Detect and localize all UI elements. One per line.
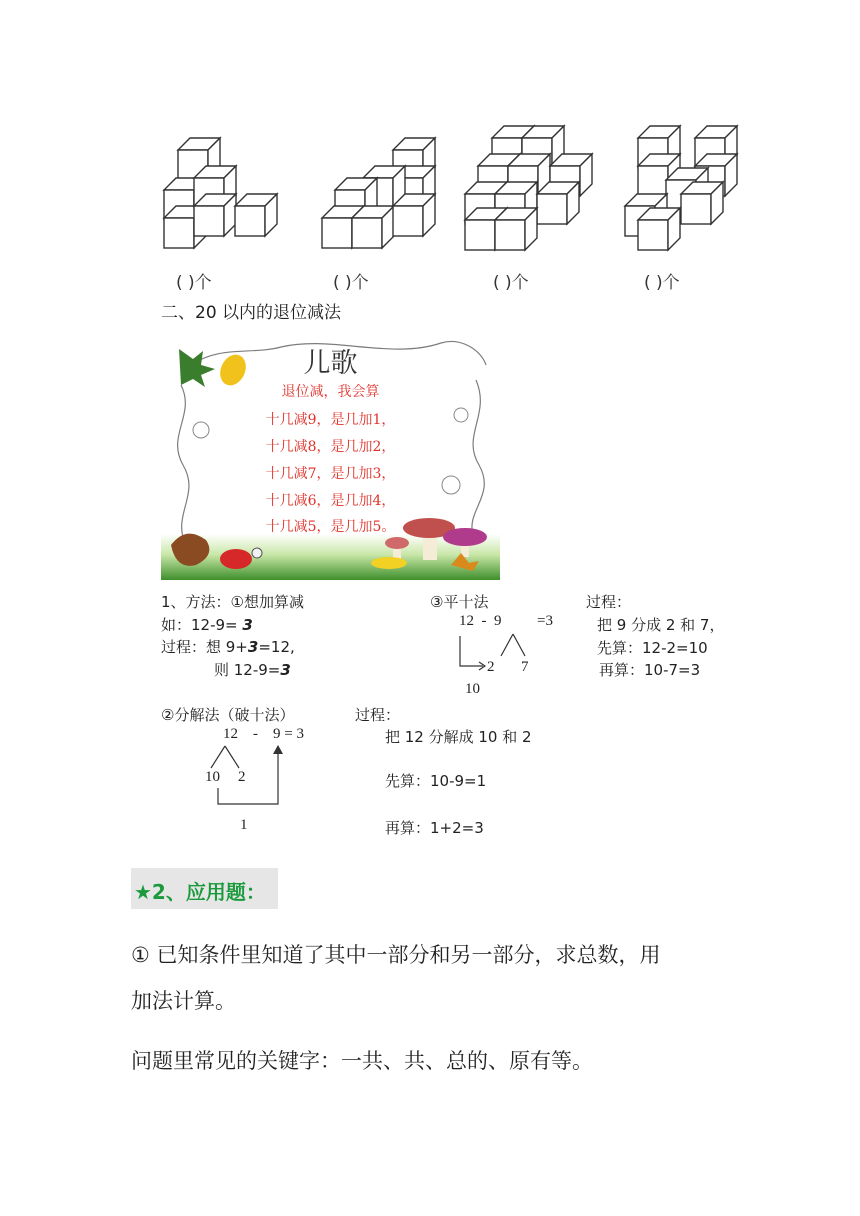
method3-heading: ③平十法 [430, 593, 489, 611]
rhyme-line: 退位减，我会算 [281, 384, 380, 400]
cube-figure-3 [465, 126, 592, 250]
method3-result: =3 [537, 613, 553, 629]
method1-conclusion: 则 12-9=3 [214, 661, 291, 679]
nursery-rhyme-image [161, 325, 500, 580]
method2-step: 再算：1+2=3 [385, 819, 484, 837]
method3-split-left: 2 [487, 659, 495, 675]
method3-ten: 10 [465, 681, 480, 697]
method3-step: 再算：10-7=3 [599, 661, 701, 679]
method1-example: 如：12-9= 3 [161, 616, 253, 634]
method3-step: 把 9 分成 2 和 7， [597, 616, 725, 634]
method1-process: 过程：想 9+3=12, [161, 638, 295, 656]
method3-split-lines [455, 630, 545, 680]
applied-paragraph-1-line-2: 加法计算。 [131, 989, 236, 1013]
rhyme-line: 十几减5，是几加5。 [265, 519, 396, 535]
method2-step: 先算：10-9=1 [385, 772, 487, 790]
method3-step: 先算：12-2=10 [597, 639, 708, 657]
method2-step: 把 12 分解成 10 和 2 [385, 728, 532, 746]
method2-expression: 12 - 9 = 3 [223, 726, 304, 742]
cube-answer-blank-3: ( )个 [493, 273, 529, 293]
method2-process-heading: 过程： [355, 706, 401, 724]
rhyme-line: 十几减7，是几加3， [265, 466, 396, 482]
applied-heading: ★2、应用题： [134, 880, 266, 904]
applied-paragraph-1-line-1: ① 已知条件里知道了其中一部分和另一部分，求总数，用 [131, 943, 661, 967]
method1-heading: 1、方法：①想加算减 [161, 593, 304, 611]
rhyme-line: 十几减6，是几加4， [265, 493, 396, 509]
method3-split-right: 7 [521, 659, 529, 675]
rhyme-title: 儿歌 [303, 348, 358, 379]
cube-answer-blank-1: ( )个 [176, 273, 212, 293]
method2-split-right: 2 [238, 769, 246, 785]
cube-figure-1 [164, 138, 277, 248]
cube-figure-4 [625, 126, 737, 250]
method3-expression: 12 - 9 [459, 613, 502, 629]
cube-answer-blank-2: ( )个 [333, 273, 369, 293]
rhyme-line: 十几减9，是几加1， [265, 412, 396, 428]
rhyme-line: 十几减8，是几加2， [265, 439, 396, 455]
method2-one: 1 [240, 817, 248, 833]
cube-figure-2 [322, 138, 435, 248]
cube-figures [0, 0, 860, 260]
section-title: 二、20 以内的退位减法 [161, 303, 342, 323]
applied-paragraph-2: 问题里常见的关键字：一共、共、总的、原有等。 [131, 1049, 593, 1073]
cube-answer-blank-4: ( )个 [644, 273, 680, 293]
method2-split-left: 10 [205, 769, 220, 785]
method3-process-heading: 过程： [586, 593, 632, 611]
method2-heading: ②分解法（破十法） [161, 706, 295, 724]
